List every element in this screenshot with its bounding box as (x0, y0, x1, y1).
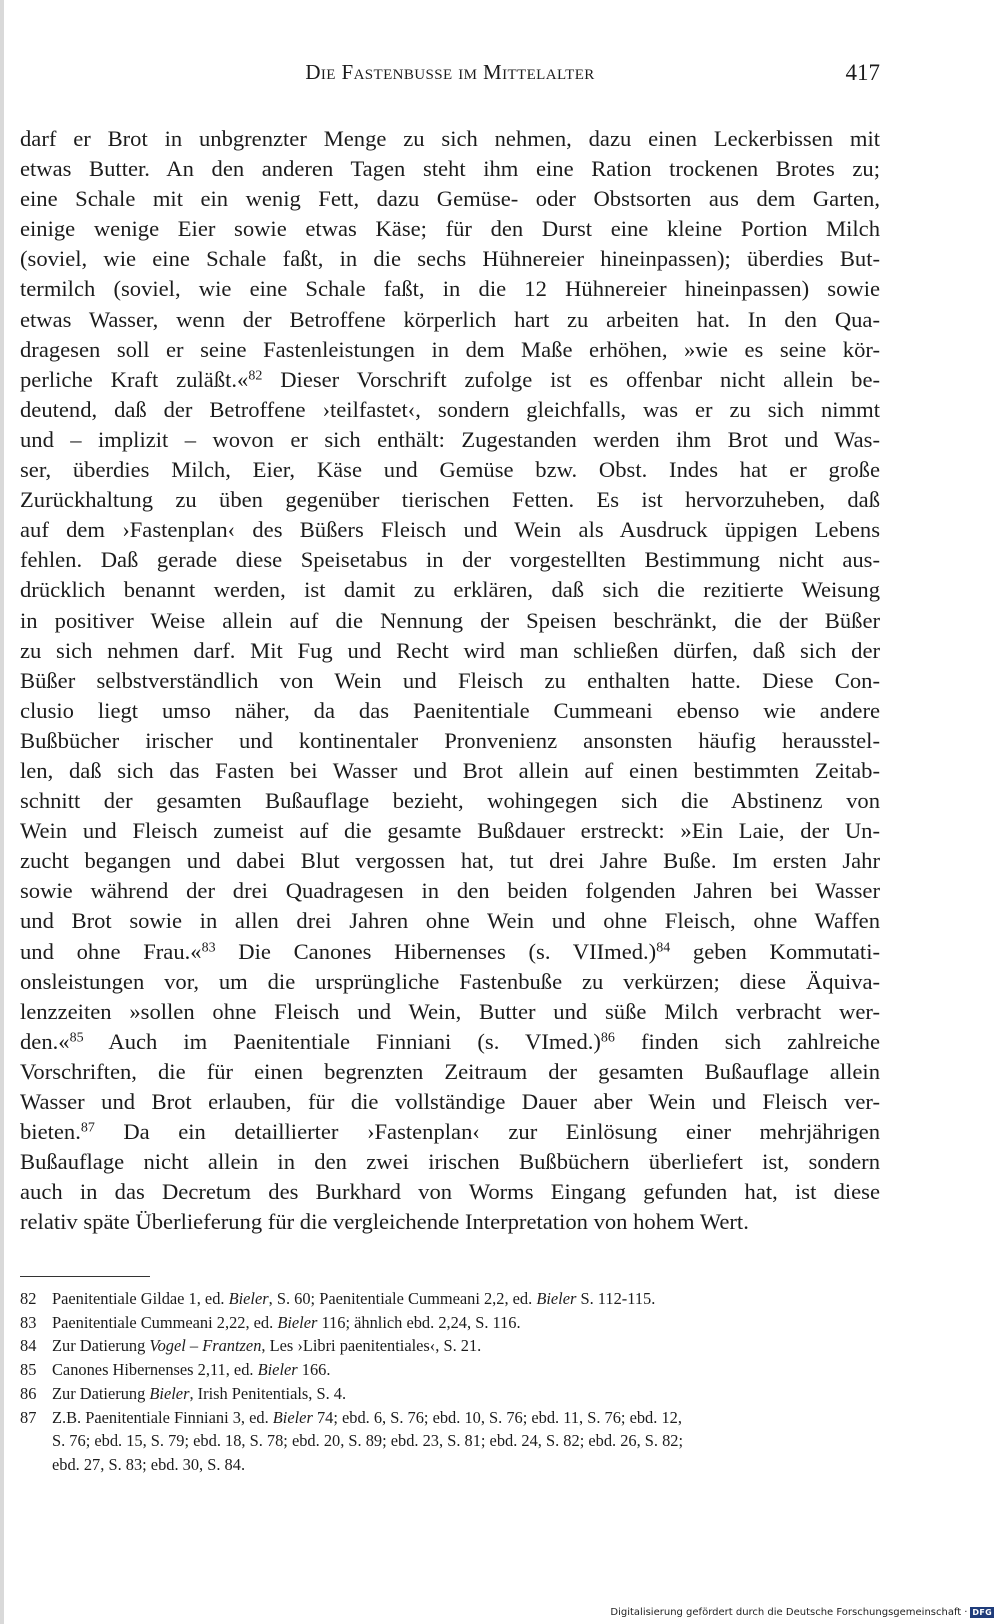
footnote-rule (20, 1276, 150, 1277)
text-segment: Dieser Vorschrift zufolge ist es offenbar nicht allein be- (262, 366, 881, 392)
text-segment: Da ein detaillierter ›Fastenplan‹ zur Einlösung einer mehrjährigen (94, 1119, 880, 1145)
text-line: relativ späte Überlieferung für die vergleichende Interpretation von hohem Wert. (20, 1209, 749, 1235)
text-line: Büßer selbstverständlich von Wein und Fleisch zu enthalten hatte. Diese Con- (20, 667, 880, 693)
scan-edge (0, 0, 4, 1624)
text-segment: 116; ähnlich ebd. 2,24, S. 116. (317, 1312, 521, 1332)
text-line: einige wenige Eier sowie etwas Käse; für den Durst eine kleine Portion Milch (20, 216, 880, 242)
footnote (20, 1334, 880, 1358)
text-line: auch in das Decretum des Burkhard von Worms Eingang gefunden hat, ist diese (20, 1179, 880, 1205)
footnote-ref[interactable]: 86 (600, 1030, 615, 1046)
text-line: etwas Wasser, wenn der Betroffene körperlich hart zu arbeiten hat. In den Qua- (20, 306, 880, 332)
author-name: Bieler (272, 1407, 313, 1427)
text-line: und Brot sowie in allen drei Jahren ohne Wein und ohne Fleisch, ohne Waffen (20, 908, 880, 934)
text-segment: 74; ebd. 6, S. 76; ebd. 10, S. 76; ebd. 11, S. 76; ebd. 12, (312, 1407, 682, 1427)
author-name: Bieler (149, 1383, 190, 1403)
text-line (20, 365, 880, 395)
footnotes (20, 1287, 880, 1477)
text-line: deutend, daß der Betroffene ›teilfastet‹, sondern gleichfalls, was er zu sich nimmt (20, 396, 880, 422)
text-segment: Z.B. Paenitentiale Finniani 3, ed. (52, 1407, 273, 1427)
text-line: darf er Brot in unbgrenzter Menge zu sich nehmen, dazu einen Leckerbissen mit (20, 126, 880, 151)
body-text (20, 124, 880, 1237)
text-segment: Paenitentiale Gildae 1, ed. (52, 1289, 229, 1308)
footnote-number: 83 (20, 1312, 37, 1332)
footnote-ref[interactable]: 87 (80, 1120, 95, 1136)
text-line: Zurückhaltung zu üben gegenüber tierischen Fetten. Es ist hervorzuheben, daß (20, 487, 880, 513)
author-name: Bieler (228, 1289, 269, 1308)
credit-separator: · (964, 1607, 968, 1618)
text-line: auf dem ›Fastenplan‹ des Büßers Fleisch und Wein als Ausdruck üppigen Lebens (20, 517, 880, 543)
footnote-line (52, 1406, 880, 1430)
footnote-number: 84 (20, 1336, 37, 1356)
text-line (20, 1117, 880, 1147)
text-line: schnitt der gesamten Bußauflage bezieht, wohingegen sich die Abstinenz von (20, 788, 880, 814)
text-line: onsleistungen vor, um die ursprüngliche Fastenbuße zu verkürzen; diese Äquiva- (20, 968, 880, 994)
footnote-ref[interactable]: 82 (248, 368, 263, 384)
text-segment: finden sich zahlreiche (614, 1028, 881, 1054)
text-segment: , Les ›Libri paenitentiales‹, S. 21. (261, 1336, 482, 1356)
text-line: len, daß sich das Fasten bei Wasser und Brot allein auf einen bestimmten Zeitab- (20, 757, 880, 783)
footnote-text (52, 1406, 880, 1477)
text-segment: geben Kommutati- (670, 938, 880, 964)
text-line: Bußauflage nicht allein in den zwei irischen Bußbüchern überliefert ist, sondern (20, 1149, 880, 1175)
text-line: Wein und Fleisch zumeist auf die gesamte Bußdauer erstreckt: »Ein Laie, der Un- (20, 818, 880, 844)
text-line: termilch (soviel, wie eine Schale faßt, in die 12 Hühnereier hineinpassen) sowie (20, 276, 880, 302)
text-segment: bieten. (20, 1119, 81, 1145)
dfg-logo-icon: DFG (972, 1608, 992, 1617)
text-line: in positiver Weise allein auf die Nennung der Speisen beschränkt, die der Büßer (20, 607, 880, 633)
text-line: clusio liegt umso näher, da das Paenitentiale Cummeani ebenso wie andere (20, 697, 880, 723)
text-line (20, 1027, 880, 1057)
footnote-line: ebd. 27, S. 83; ebd. 30, S. 84. (52, 1454, 246, 1474)
text-segment: und ohne Frau.« (20, 938, 202, 964)
text-line: ser, überdies Milch, Eier, Käse und Gemüse bzw. Obst. Indes hat er große (20, 457, 880, 483)
text-line: (soviel, wie eine Schale faßt, in die sechs Hühnereier hineinpassen); überdies But- (20, 246, 880, 272)
footnote-text (52, 1382, 880, 1406)
text-segment: 166. (297, 1360, 331, 1380)
footnote-ref[interactable]: 83 (201, 939, 216, 955)
running-head (20, 58, 880, 92)
text-line: drücklich benannt werden, ist damit zu erklären, daß sich die rezitierte Weisung (20, 577, 880, 603)
text-line: fehlen. Daß gerade diese Speisetabus in der vorgestellten Bestimmung nicht aus- (20, 547, 880, 573)
text-line: lenzzeiten »sollen ohne Fleisch und Wein, Butter und süße Milch verbracht wer- (20, 998, 880, 1024)
footnote (20, 1287, 880, 1311)
text-segment: Paenitentiale Cummeani 2,22, ed. (52, 1312, 278, 1332)
text-line (20, 937, 880, 967)
footnote-number: 82 (20, 1289, 37, 1308)
footnote-line: S. 76; ebd. 15, S. 79; ebd. 18, S. 78; ebd. 20, S. 89; ebd. 23, S. 81; ebd. 24, S. 82; ebd. 26, S. 82; (52, 1431, 684, 1451)
text-line: eine Schale mit ein wenig Fett, dazu Gemüse- oder Obstsorten aus dem Garten, (20, 186, 880, 212)
text-segment: Zur Datierung (52, 1383, 150, 1403)
text-segment: S. 112-115. (576, 1289, 656, 1308)
text-line: dragesen soll er seine Fastenleistungen in dem Maße erhöhen, »wie es seine kör- (20, 336, 880, 362)
text-segment: den.« (20, 1028, 70, 1054)
footnote-text (52, 1334, 880, 1358)
text-segment: perliche Kraft zuläßt.« (20, 366, 249, 392)
text-segment: Canones Hibernenses 2,11, ed. (52, 1360, 258, 1380)
footnote-number: 87 (20, 1407, 37, 1427)
author-name: Bieler (257, 1360, 298, 1380)
footnote (20, 1358, 880, 1382)
text-line: und – implizit – wovon er sich enthält: Zugestanden werden ihm Brot und Was- (20, 426, 880, 452)
digitization-credit (610, 1607, 994, 1618)
text-line: zu sich nehmen darf. Mit Fug und Recht wird man schließen dürfen, daß sich der (20, 637, 880, 663)
text-line: zucht begangen und dabei Blut vergossen hat, tut drei Jahre Buße. Im ersten Jahr (20, 848, 880, 874)
text-line: Bußbücher irischer und kontinentaler Pronvenienz ansonsten häufig herausstel- (20, 727, 880, 753)
text-segment: , Irish Penitentials, S. 4. (189, 1383, 347, 1403)
text-segment: Zur Datierung (52, 1336, 150, 1356)
page-number: 417 (845, 60, 880, 85)
footnote-ref[interactable]: 85 (69, 1030, 84, 1046)
text-line: sowie während der drei Quadragesen in den beiden folgenden Jahren bei Wasser (20, 878, 880, 904)
footnote-ref[interactable]: 84 (656, 939, 671, 955)
author-name: Vogel – Frantzen (149, 1336, 262, 1356)
footnote (20, 1311, 880, 1335)
text-line: Vorschriften, die für einen begrenzten Zeitraum der gesamten Bußauflage allein (20, 1058, 880, 1084)
footnote-text (52, 1358, 880, 1382)
credit-text: Digitalisierung gefördert durch die Deutsche Forschungsgemeinschaft (610, 1607, 962, 1618)
author-name: Bieler (277, 1312, 318, 1332)
footnote-text (52, 1287, 880, 1311)
text-line: Wasser und Brot erlauben, für die vollständige Dauer aber Wein und Fleisch ver- (20, 1089, 880, 1114)
footnote (20, 1382, 880, 1406)
footnote-number: 85 (20, 1360, 37, 1380)
text-segment: , S. 60; Paenitentiale Cummeani 2,2, ed. (268, 1289, 537, 1308)
running-title: Die Fastenbusse im Mittelalter (305, 60, 595, 84)
footnote-text (52, 1311, 880, 1335)
author-name: Bieler (536, 1289, 577, 1308)
text-line: etwas Butter. An den anderen Tagen steht ihm eine Ration trockenen Brotes zu; (20, 156, 880, 182)
text-segment: Die Canones Hibernenses (s. VIImed.) (215, 938, 657, 964)
text-segment: Auch im Paenitentiale Finniani (s. VImed.) (83, 1028, 601, 1054)
footnote-number: 86 (20, 1383, 37, 1403)
footnote (20, 1406, 880, 1477)
